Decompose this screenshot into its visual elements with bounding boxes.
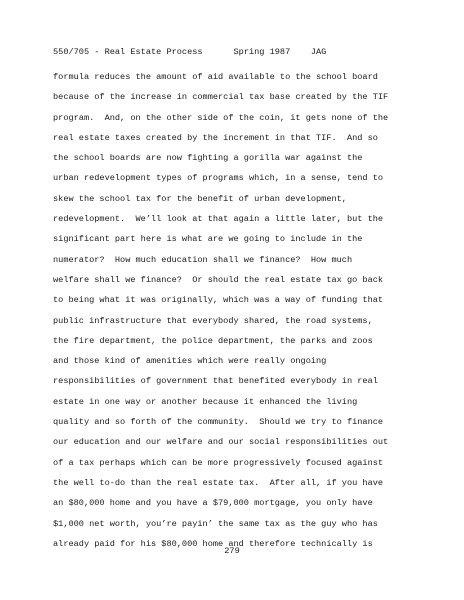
text-line: welfare shall we finance? Or should the real estate tax go back — [53, 274, 384, 285]
text-line: urban redevelopment types of programs which, in a sense, tend to — [53, 173, 384, 184]
text-line: formula reduces the amount of aid available to the school board — [53, 72, 378, 82]
text-line: public infrastructure that everybody shared, the road systems, — [53, 315, 373, 326]
text-line: because of the increase in commercial tax base created by the TIF — [53, 92, 389, 103]
text-line: real estate taxes created by the increment in that TIF. And so — [53, 132, 378, 143]
text-line: the well to-do than the real estate tax. After all, if you have — [53, 477, 384, 488]
text-line: the fire department, the police department, the parks and zoos — [53, 335, 373, 346]
text-line: already paid for his $80,000 home and therefore technically is — [53, 538, 373, 549]
text-line: our education and our welfare and our social responsibilities out — [53, 437, 389, 448]
text-line: to being what it was originally, which was a way of funding that — [53, 295, 384, 306]
text-line: estate in one way or another because it enhanced the living — [53, 396, 358, 407]
text-line: the school boards are now fighting a gorilla war against the — [53, 153, 363, 164]
body-text — [53, 67, 388, 554]
page-header: 550/705 - Real Estate Process Spring 1987 JAG — [53, 47, 327, 57]
text-line: $1,000 net worth, you’re payin’ the same tax as the guy who has — [53, 518, 378, 529]
text-line: an $80,000 home and you have a $79,000 mortgage, you only have — [53, 498, 373, 509]
text-line: quality and so forth of the community. Should we try to finance — [53, 417, 384, 428]
text-line: numerator? How much education shall we finance? How much — [53, 254, 353, 265]
text-line: and those kind of amenities which were really ongoing — [53, 356, 327, 367]
text-line: redevelopment. We’ll look at that again a little later, but the — [53, 214, 384, 225]
text-line: of a tax perhaps which can be more progressively focused against — [53, 457, 384, 468]
text-line: skew the school tax for the benefit of urban development, — [53, 193, 347, 204]
text-line: program. And, on the other side of the coin, it gets none of the — [53, 112, 389, 123]
text-line: significant part here is what are we going to include in the — [53, 234, 363, 245]
text-line: responsibilities of government that benefited everybody in real — [53, 376, 378, 387]
page-number: 279 — [224, 546, 240, 556]
